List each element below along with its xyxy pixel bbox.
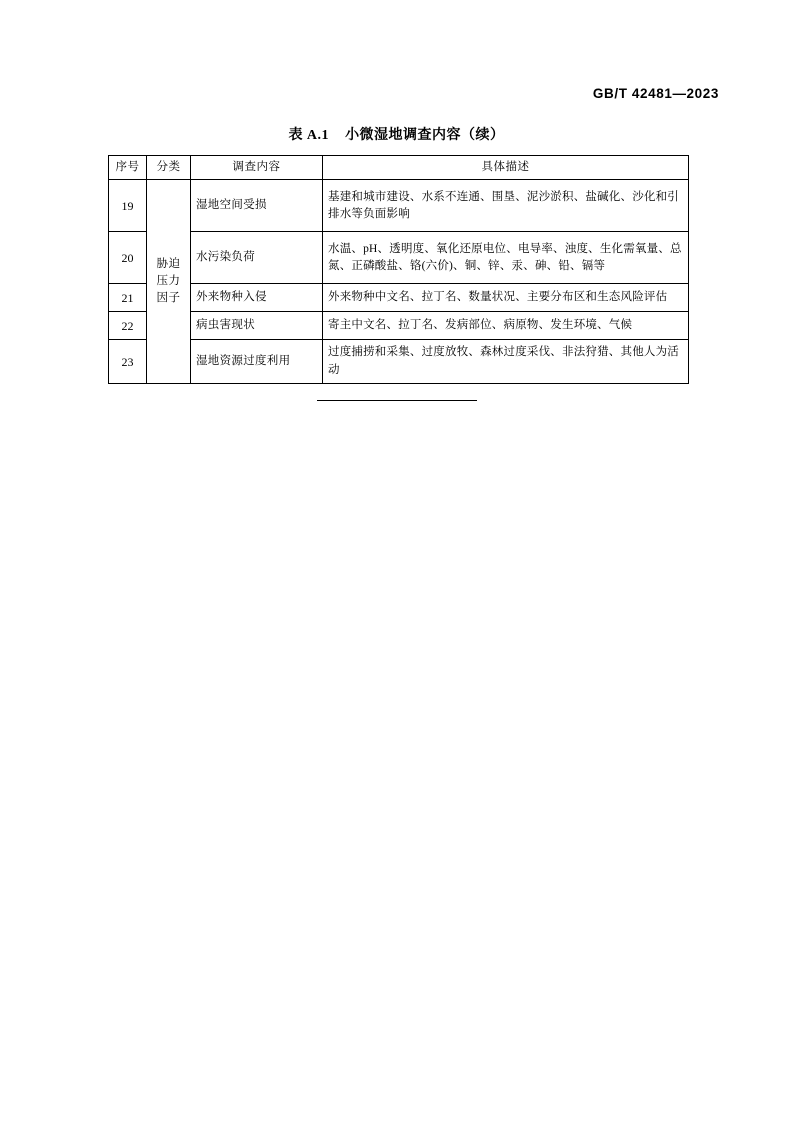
column-header-no: 序号 <box>109 156 147 180</box>
page-header-standard-number: GB/T 42481—2023 <box>592 86 719 101</box>
category-line-2: 压力 <box>156 274 181 287</box>
cell-description: 基建和城市建设、水系不连通、围垦、泥沙淤积、盐碱化、沙化和引排水等负面影响 <box>323 180 689 232</box>
table-row <box>109 180 689 232</box>
cell-no: 20 <box>109 232 147 284</box>
cell-category <box>147 180 191 384</box>
section-end-rule <box>317 400 477 401</box>
category-line-3: 因子 <box>156 292 181 305</box>
cell-item: 病虫害现状 <box>191 312 323 340</box>
table-row <box>109 312 689 340</box>
column-header-category: 分类 <box>147 156 191 180</box>
table-caption <box>0 124 793 144</box>
cell-item: 水污染负荷 <box>191 232 323 284</box>
cell-no: 23 <box>109 340 147 384</box>
cell-description: 外来物种中文名、拉丁名、数量状况、主要分布区和生态风险评估 <box>323 284 689 312</box>
cell-item: 湿地空间受损 <box>191 180 323 232</box>
table-row <box>109 340 689 384</box>
table-caption-text: 小微湿地调查内容（续） <box>345 128 505 143</box>
table-header-row <box>109 156 689 180</box>
column-header-item: 调查内容 <box>191 156 323 180</box>
cell-item: 外来物种入侵 <box>191 284 323 312</box>
table-row <box>109 284 689 312</box>
cell-description: 寄主中文名、拉丁名、发病部位、病原物、发生环境、气候 <box>323 312 689 340</box>
table-row <box>109 232 689 284</box>
cell-no: 19 <box>109 180 147 232</box>
cell-description: 水温、pH、透明度、氧化还原电位、电导率、浊度、生化需氧量、总氮、正磷酸盐、铬(六价)、铜、锌、汞、砷、铅、镉等 <box>323 232 689 284</box>
cell-item: 湿地资源过度利用 <box>191 340 323 384</box>
table-caption-label: 表 A.1 <box>288 128 330 143</box>
category-line-1: 胁迫 <box>156 257 181 270</box>
survey-content-table <box>108 155 689 384</box>
cell-no: 21 <box>109 284 147 312</box>
column-header-description: 具体描述 <box>323 156 689 180</box>
cell-no: 22 <box>109 312 147 340</box>
cell-description: 过度捕捞和采集、过度放牧、森林过度采伐、非法狩猎、其他人为活动 <box>323 340 689 384</box>
